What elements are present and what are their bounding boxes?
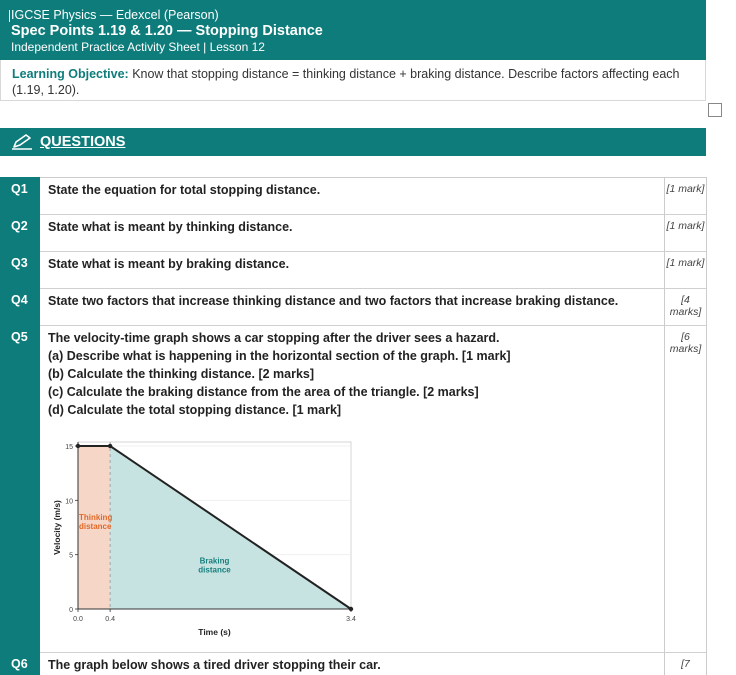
y-tick-label: 10 [65, 498, 73, 506]
data-point [108, 444, 112, 448]
y-tick-label: 15 [65, 444, 73, 451]
question-row [0, 288, 706, 325]
question-row [0, 177, 706, 214]
question-marks: [4 marks] [664, 288, 706, 325]
page-header [0, 0, 706, 60]
questions-header [0, 128, 706, 156]
question-number: Q2 [11, 219, 28, 233]
questions-title: QUESTIONS [40, 134, 126, 150]
question-number: Q5 [11, 330, 28, 344]
question-text: State what is meant by braking distance. [48, 257, 290, 271]
question-line: (d) Calculate the total stopping distance. [1 mark] [48, 403, 342, 417]
question-line: (a) Describe what is happening in the horizontal section of the graph. [1 mark] [48, 349, 511, 363]
x-tick-label: 0.4 [105, 616, 115, 623]
objective-text: Know that stopping distance = thinking distance + braking distance. Describe factors affecting each (1.19, 1.20). [12, 67, 680, 97]
question-text [48, 329, 660, 419]
x-tick-label: 0.0 [73, 616, 83, 623]
question-marks: [1 mark] [664, 214, 706, 251]
text-cursor [9, 10, 10, 22]
objective-label: Learning Objective: [12, 67, 129, 81]
y-axis-label: Velocity (m/s) [52, 500, 62, 555]
question-line: The velocity-time graph shows a car stopping after the driver sees a hazard. [48, 331, 500, 345]
y-tick-label: 0 [69, 607, 73, 614]
divider [706, 177, 707, 675]
learning-objective [0, 60, 706, 101]
question-text: State two factors that increase thinking distance and two factors that increase braking distance. [48, 294, 619, 308]
question-text: State the equation for total stopping distance. [48, 183, 321, 197]
question-marks: [1 mark] [664, 177, 706, 214]
course-name: IGCSE Physics — Edexcel (Pearson) [11, 8, 219, 22]
question-text: State what is meant by thinking distance. [48, 220, 293, 234]
question-line: (b) Calculate the thinking distance. [2 marks] [48, 367, 315, 381]
pencil-icon [11, 134, 33, 150]
question-marks: [1 mark] [664, 251, 706, 288]
y-tick-label: 5 [69, 552, 73, 560]
x-tick-label: 3.4 [346, 616, 356, 623]
question-row [0, 214, 706, 251]
question-number: Q1 [11, 182, 28, 196]
checkbox[interactable] [708, 103, 722, 117]
question-number: Q4 [11, 293, 28, 307]
question-marks: [6 marks] [664, 325, 706, 652]
question-row [0, 251, 706, 288]
braking-distance-label: Braking distance [198, 556, 231, 575]
thinking-distance-label: Thinking distance [79, 512, 113, 531]
question-marks: [7 [664, 652, 706, 675]
question-text: The graph below shows a tired driver stopping their car. [48, 658, 381, 672]
x-axis-label: Time (s) [198, 627, 231, 637]
question-row [0, 652, 706, 675]
velocity-time-chart [46, 426, 366, 648]
page-title: Spec Points 1.19 & 1.20 — Stopping Distance [11, 23, 323, 39]
page-subtitle: Independent Practice Activity Sheet | Lesson 12 [11, 40, 265, 54]
question-line: (c) Calculate the braking distance from the area of the triangle. [2 marks] [48, 385, 479, 399]
question-number: Q6 [11, 657, 28, 671]
question-number: Q3 [11, 256, 28, 270]
